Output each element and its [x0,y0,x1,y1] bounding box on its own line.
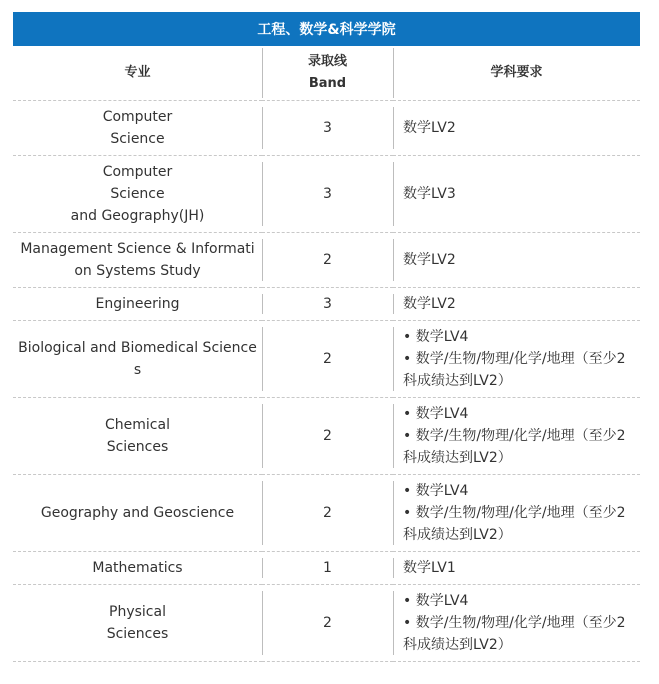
major-cell [13,233,262,288]
requirements-cell [393,156,640,233]
major-name: Engineering [95,296,180,312]
header-band-line2: Band [308,76,347,91]
header-major: 专业 [13,46,262,101]
faculty-table-wrapper [13,12,640,662]
requirement-line: 数学LV2 [403,296,456,312]
band-cell: 2 [262,585,393,662]
requirement-line: • 数学LV4 [403,483,469,499]
table-row [13,552,640,585]
major-name: Chemical Sciences [105,417,170,455]
major-cell [13,101,262,156]
table-row [13,156,640,233]
major-name: Geography and Geoscience [40,505,235,521]
table-body [13,101,640,662]
header-band-line1: 录取线 [307,54,347,69]
requirement-line: • 数学/生物/物理/化学/地理（至少2科成绩达到LV2） [403,351,626,389]
table-row [13,475,640,552]
major-cell [13,398,262,475]
requirement-line: 数学LV1 [403,560,456,576]
faculty-title: 工程、数学&科学学院 [257,22,396,38]
table-row [13,398,640,475]
requirement-line: • 数学LV4 [403,329,469,345]
band-cell: 3 [262,101,393,156]
band-cell: 1 [262,552,393,585]
major-cell [13,552,262,585]
requirement-line: 数学LV2 [403,252,456,268]
requirements-cell [393,398,640,475]
requirements-cell [393,585,640,662]
requirements-cell [393,233,640,288]
requirement-line: 数学LV2 [403,120,456,136]
table-row [13,585,640,662]
major-name: Management Science & Information Systems Study [20,241,255,279]
requirement-line: 数学LV3 [403,186,456,202]
band-cell: 3 [262,288,393,321]
major-cell [13,585,262,662]
major-name: Biological and Biomedical Sciences [18,340,257,378]
band-cell: 2 [262,233,393,288]
requirements-cell [393,321,640,398]
major-name: Computer Science [102,109,173,147]
requirement-line: • 数学/生物/物理/化学/地理（至少2科成绩达到LV2） [403,615,626,653]
faculty-title-bar [13,12,640,46]
band-cell: 3 [262,156,393,233]
major-cell [13,475,262,552]
admission-table [13,46,640,662]
requirements-cell [393,475,640,552]
band-cell: 2 [262,398,393,475]
major-name: Computer Science and Geography(JH) [70,164,205,224]
band-cell: 2 [262,475,393,552]
table-header-row [13,46,640,101]
requirement-line: • 数学/生物/物理/化学/地理（至少2科成绩达到LV2） [403,505,626,543]
major-name: Physical Sciences [106,604,169,642]
requirements-cell [393,101,640,156]
table-row [13,288,640,321]
band-cell: 2 [262,321,393,398]
table-row [13,101,640,156]
table-row [13,321,640,398]
requirements-cell [393,552,640,585]
requirement-line: • 数学/生物/物理/化学/地理（至少2科成绩达到LV2） [403,428,626,466]
requirements-cell [393,288,640,321]
major-cell [13,321,262,398]
table-row [13,233,640,288]
requirement-line: • 数学LV4 [403,593,469,609]
header-requirements: 学科要求 [393,46,640,101]
major-cell [13,288,262,321]
major-name: Mathematics [92,560,183,576]
header-band [262,46,393,101]
major-cell [13,156,262,233]
requirement-line: • 数学LV4 [403,406,469,422]
